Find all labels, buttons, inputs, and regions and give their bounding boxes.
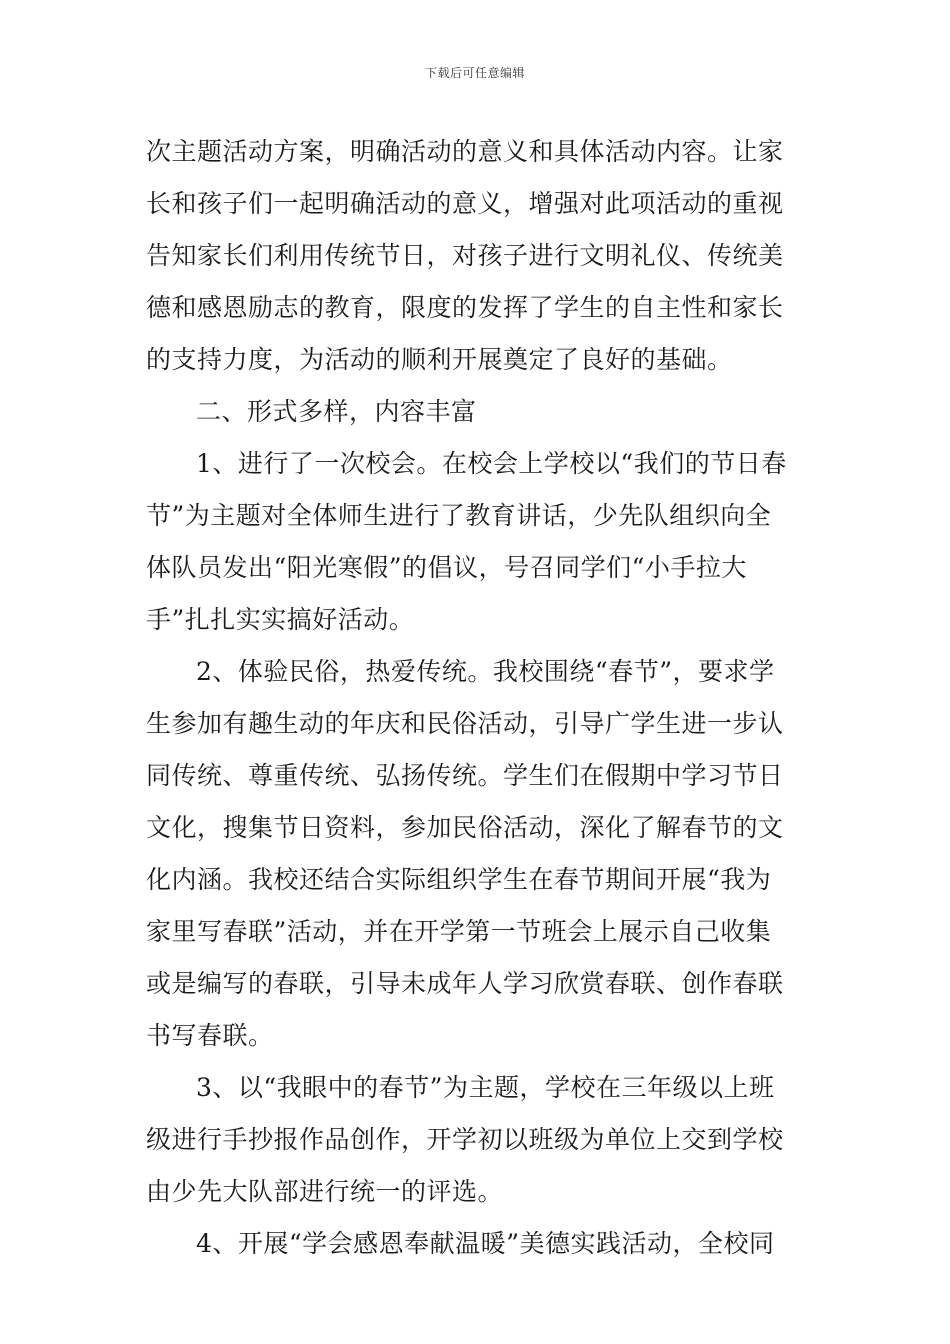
text-line: 化内涵。我校还结合实际组织学生在春节期间开展“我为 (146, 865, 772, 894)
text-line: 书写春联。 (146, 1021, 274, 1050)
text-line: 生参加有趣生动的年庆和民俗活动，引导广学生进一步认 (146, 709, 784, 738)
text-line: 德和感恩励志的教育，限度的发挥了学生的自主性和家长 (146, 293, 784, 322)
document-body (146, 126, 808, 1270)
text-line: 家里写春联”活动，并在开学第一节班会上展示自己收集 (146, 917, 772, 946)
text-line: 的支持力度，为活动的顺利开展奠定了良好的基础。 (146, 345, 733, 374)
text-line: 或是编写的春联，引导未成年人学习欣赏春联、创作春联 (146, 969, 784, 998)
text-line: 手”扎扎实实搞好活动。 (146, 605, 415, 634)
section-heading: 二、形式多样，内容丰富 (196, 397, 477, 426)
paragraph-start-line: 1、进行了一次校会。在校会上学校以“我们的节日春 (196, 449, 787, 478)
paragraph-start-line: 2、体验民俗，热爱传统。我校围绕“春节”，要求学 (196, 657, 775, 686)
text-line: 告知家长们利用传统节日，对孩子进行文明礼仪、传统美 (146, 241, 784, 270)
text-line: 长和孩子们一起明确活动的意义，增强对此项活动的重视 (146, 189, 784, 218)
text-line: 文化，搜集节日资料，参加民俗活动，深化了解春节的文 (146, 813, 784, 842)
text-line: 级进行手抄报作品创作，开学初以班级为单位上交到学校 (146, 1125, 784, 1154)
paragraph-start-line: 3、以“我眼中的春节”为主题，学校在三年级以上班 (196, 1073, 775, 1102)
text-line: 节”为主题对全体师生进行了教育讲话，少先队组织向全 (146, 501, 772, 530)
paragraph-start-line: 4、开展“学会感恩奉献温暖”美德实践活动，全校同 (196, 1229, 775, 1258)
text-line: 体队员发出“阳光寒假”的倡议，号召同学们“小手拉大 (146, 553, 747, 582)
text-line: 次主题活动方案，明确活动的意义和具体活动内容。让家 (146, 137, 784, 166)
text-line: 由少先大队部进行统一的评选。 (146, 1177, 504, 1206)
text-line: 同传统、尊重传统、弘扬传统。学生们在假期中学习节日 (146, 761, 784, 790)
page-header: 下载后可任意编辑 (424, 66, 525, 80)
